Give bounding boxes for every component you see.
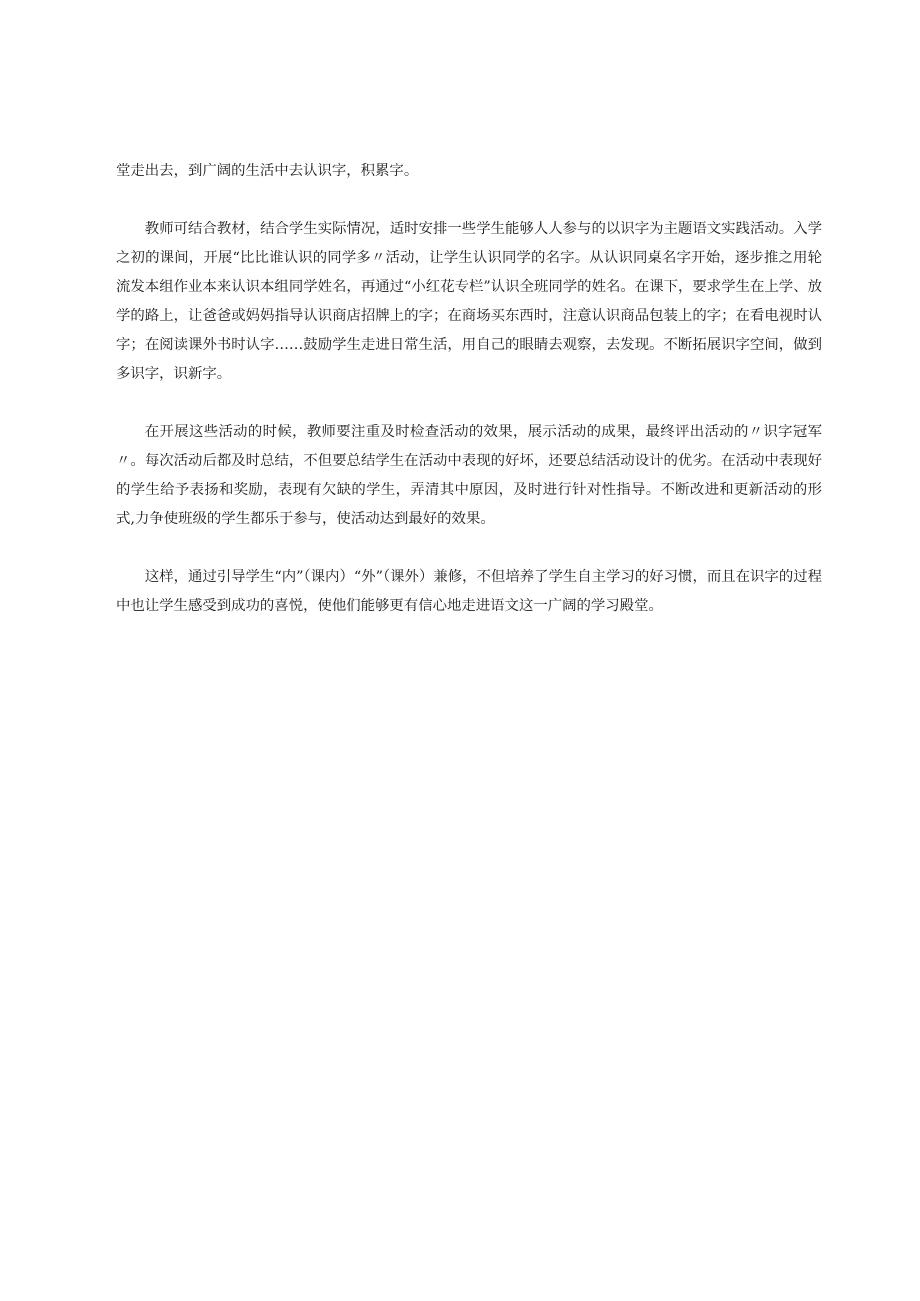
document-body	[116, 157, 822, 621]
paragraph-conclusion: 这样，通过引导学生“内”（课内）“外”（课外）兼修，不但培养了学生自主学习的好习惯，而且在识字的过程中也让学生感受到成功的喜悦，使他们能够更有信心地走进语文这一广阔的学习殿堂。	[116, 569, 822, 614]
paragraph-evaluation: 在开展这些活动的时候，教师要注重及时检查活动的效果，展示活动的成果，最终评出活动的〃识字冠军〃。每次活动后都及时总结，不但要总结学生在活动中表现的好坏，还要总结活动设计的优劣。在活动中表现好的学生给予表扬和奖励，表现有欠缺的学生，弄清其中原因，及时进行针对性指导。不断改进和更新活动的形式,力争使班级的学生都乐于参与，使活动达到最好的效果。	[116, 424, 822, 527]
paragraph-activities: 教师可结合教材，结合学生实际情况，适时安排一些学生能够人人参与的以识字为主题语文实践活动。入学之初的课间，开展“比比谁认识的同学多〃活动，让学生认识同学的名字。从认识同桌名字开始，逐步推之用轮流发本组作业本来认识本组同学姓名，再通过“小红花专栏”认识全班同学的姓名。在课下，要求学生在上学、放学的路上，让爸爸或妈妈指导认识商店招牌上的字；在商场买东西时，注意认识商品包装上的字；在看电视时认字；在阅读课外书时认字……鼓励学生走进日常生活，用自己的眼睛去观察，去发现。不断拓展识字空间，做到多识字，识新字。	[116, 221, 822, 382]
paragraph-continuation: 堂走出去，到广阔的生活中去认识字，积累字。	[116, 163, 419, 179]
